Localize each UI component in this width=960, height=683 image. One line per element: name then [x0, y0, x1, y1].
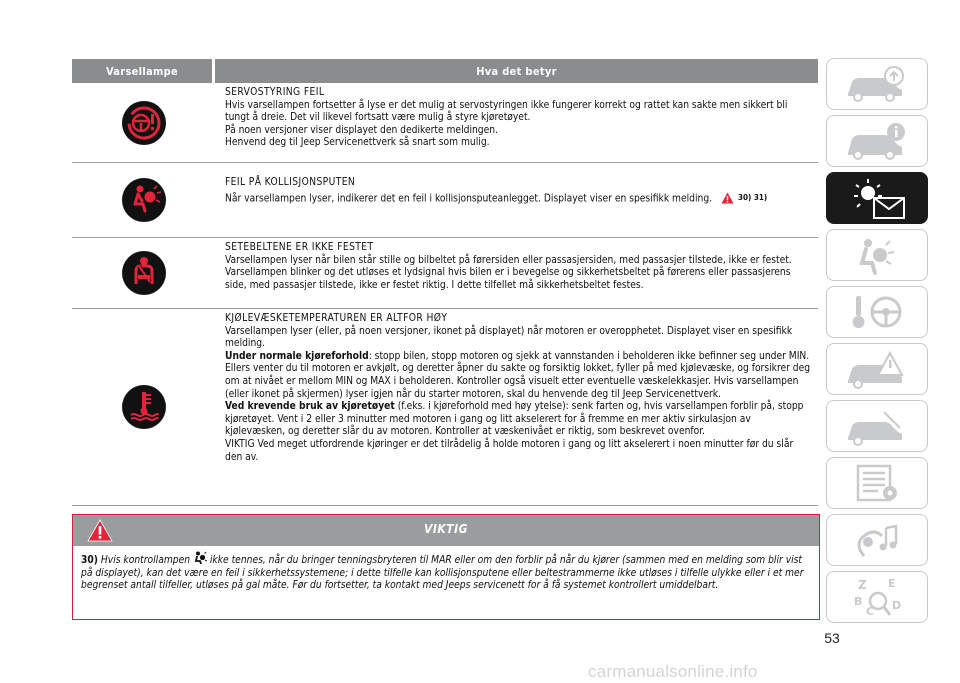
svg-text:D: D	[892, 599, 902, 612]
warning-reference	[721, 192, 767, 205]
warning-triangle-icon	[721, 192, 734, 204]
row-description	[215, 309, 818, 505]
page-number: 53	[824, 630, 840, 646]
notice-header	[73, 515, 819, 546]
lamp-cell	[72, 309, 215, 505]
row-text: Når varsellampen lyser, indikerer det en feil i kollisjonsputeanlegget. Displayet viser en spesifikk melding.	[225, 192, 713, 204]
header-meaning: Hva det betyr	[215, 59, 818, 83]
tab-emergency[interactable]	[826, 343, 928, 395]
row-text: Hvis varsellampen fortsetter å lyse er det mulig at servostyringen ikke fungerer korrekt og rattet kan sakte men sikkert bli tungt å dreie. Det vil likevel fortsatt være mulig å styre kjøretøyet.	[225, 99, 788, 124]
multimedia-icon	[844, 520, 910, 560]
row-text: (f.eks. i kjøreforhold med høy ytelse): senk farten og, hvis varsellampen forblir på, stopp kjøretøyet. Vent i 2 eller 3 minutter med motoren i gang og litt akselerert for å fremme en mer aktiv sirkulasjon av kjølevæsken, og deretter slår du av motoren. Kontroller at væskenivået er riktig, som beskrevet ovenfor.	[225, 401, 804, 438]
lamp-cell	[72, 238, 215, 308]
row-text: : stopp bilen, stopp motoren og sjekk at vannstanden i beholderen ikke befinner seg under MIN. Ellers venter du til motoren er avkjølt, og deretter åpner du sakte og forsiktig lokket, fyller på med kjølevæske, og forsikrer deg om at nivået er mellom MIN og MAX i beholderen. Kontroller også visuelt etter eventuelle væskelekkasjer. Hvis varsellampen (eller ikonet på skjermen) lyser igjen når du starter motoren, skal du henvende deg til Jeep Servicenettverk.	[225, 350, 811, 400]
watermark: carmanualsonline.info	[588, 662, 758, 681]
row-text: Varsellampen lyser når bilen står stille og bilbeltet på førersiden eller passasjersiden, med passasjer tilstede, ikke er festet. Varsellampen blinker og det utløses et lydsignal hvis bilen er i bevegelse og sikkerhetsbeltet på førerens eller passasjerens side, med passasjer tilstede, ikke er festet riktig. I dette tilfellet må sikkerhetsbeltet festes.	[225, 254, 792, 291]
row-description	[215, 83, 818, 162]
lamp-cell	[72, 163, 215, 237]
airbag-inline-icon	[193, 551, 207, 565]
table-row	[72, 309, 818, 506]
row-description	[215, 238, 818, 308]
warning-lights-messages-icon	[842, 176, 912, 220]
tab-multimedia[interactable]	[826, 514, 928, 566]
note-number: 30)	[81, 555, 98, 566]
emergency-car-icon	[844, 349, 910, 389]
row-title: KJØLEVÆSKETEMPERATUREN ER ALTFOR HØY	[225, 313, 448, 324]
reference-numbers: 30) 31)	[738, 192, 768, 202]
maintenance-car-icon	[844, 406, 910, 446]
row-title: SERVOSTYRING FEIL	[225, 87, 325, 98]
tab-warning-lights[interactable]	[826, 172, 928, 224]
svg-text:C: C	[866, 605, 875, 618]
row-title: FEIL PÅ KOLLISJONSPUTEN	[225, 177, 356, 188]
car-info-icon	[844, 64, 910, 104]
power-steering-warning-icon	[121, 100, 167, 146]
row-text: Varsellampen lyser (eller, på noen versjoner, ikonet på displayet) når motoren er overopphetet. Displayet viser en spesifikk melding.	[225, 325, 793, 350]
starting-driving-icon	[844, 292, 910, 332]
table-row	[72, 163, 818, 238]
notice-title: VIKTIG	[424, 522, 468, 536]
tab-car-info[interactable]	[826, 58, 928, 110]
header-warning-lamp: Varsellampe	[72, 59, 212, 83]
svg-text:B: B	[854, 595, 863, 608]
note-text: ikke tennes, når du bringer tenningsbryteren til MAR eller om den forblir på når du kjører (sammen med en melding som blir vist på displayet), kan det være en feil i sikkerhetssystemene; i dette tilfelle kan kollisjonsputene eller beltestrammerne ikke utløses i tilfelle ulykke eller i et mer begrenset antall tilfeller, utløses på gal måte. Før du fortsetter, ta kontakt med Jeeps servicenett for å få systemet kontrollert umiddelbart.	[81, 555, 804, 592]
tab-safety[interactable]	[826, 229, 928, 281]
bold-label: Under normale kjøreforhold	[225, 350, 369, 362]
technical-data-list-icon	[844, 463, 910, 503]
row-text: På noen versjoner viser displayet den dedikerte meldingen.	[225, 124, 498, 136]
coolant-temperature-icon	[121, 384, 167, 430]
row-text: VIKTIG Ved meget utfordrende kjøringer er det tilrådelig å holde motoren i gang og litt akselerert i noen minutter før du slår den av.	[225, 438, 794, 463]
row-text: Henvend deg til Jeep Servicenettverk så snart som mulig.	[225, 137, 490, 149]
car-dashboard-info-icon	[844, 121, 910, 161]
seatbelt-warning-icon	[121, 250, 167, 296]
tab-index[interactable]	[826, 571, 928, 623]
airbag-safety-icon	[844, 235, 910, 275]
alphabetical-index-icon	[844, 575, 910, 619]
important-notice	[72, 514, 820, 620]
tab-starting-driving[interactable]	[826, 286, 928, 338]
bold-label: Ved krevende bruk av kjøretøyet	[225, 401, 395, 413]
chapter-tabs	[826, 58, 928, 628]
table-row	[72, 83, 818, 163]
warning-lamp-table	[72, 83, 818, 506]
airbag-warning-icon	[121, 177, 167, 223]
svg-text:Z: Z	[858, 578, 867, 592]
svg-text:E: E	[888, 577, 896, 590]
tab-maintenance[interactable]	[826, 400, 928, 452]
lamp-cell	[72, 83, 215, 162]
table-header	[72, 59, 818, 83]
tab-technical-data[interactable]	[826, 457, 928, 509]
note-text: Hvis kontrollampen	[100, 555, 191, 566]
row-title: SETEBELTENE ER IKKE FESTET	[225, 242, 374, 253]
notice-body	[73, 546, 819, 597]
table-row	[72, 238, 818, 309]
row-description	[215, 163, 818, 237]
tab-dashboard-info[interactable]	[826, 115, 928, 167]
